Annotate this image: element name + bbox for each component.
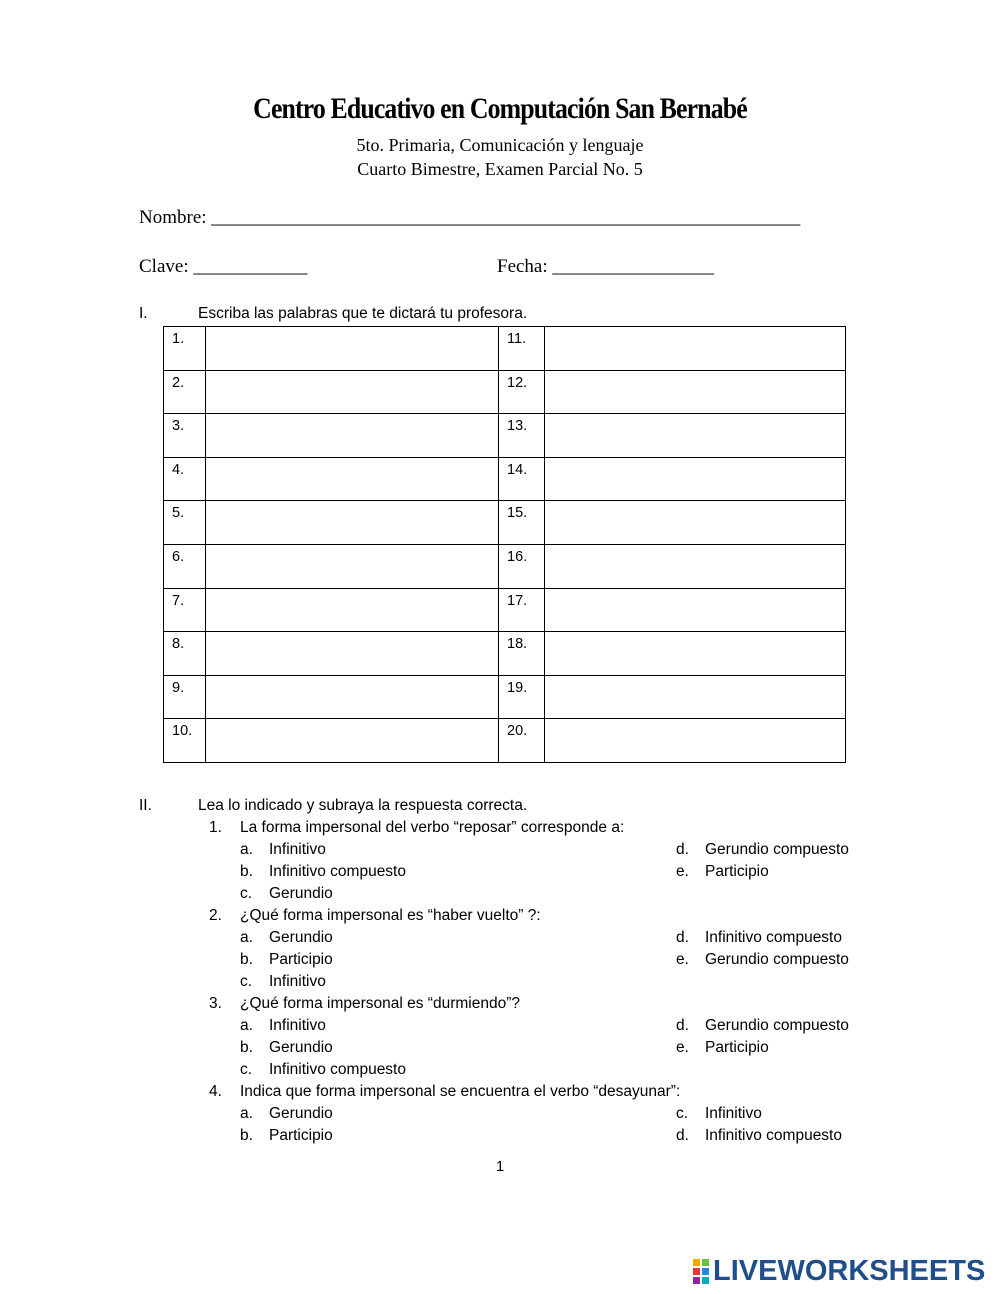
answer-cell-left[interactable] <box>206 544 499 588</box>
fecha-field[interactable]: Fecha: _________________ <box>497 256 714 277</box>
option-b-answer[interactable]: Participio <box>269 951 333 968</box>
section-1-instruction: Escriba las palabras que te dictará tu profesora. <box>198 305 528 322</box>
subtitle-exam: Cuarto Bimestre, Examen Parcial No. 5 <box>357 159 643 179</box>
row-number-left: 1. <box>164 327 206 371</box>
option-d-answer[interactable]: Infinitivo compuesto <box>705 1127 842 1144</box>
option-letter: b. <box>240 863 253 880</box>
dictation-row <box>164 370 846 414</box>
dictation-row <box>164 544 846 588</box>
option-letter: b. <box>240 1039 253 1056</box>
question-text: La forma impersonal del verbo “reposar” corresponde a: <box>240 819 625 836</box>
answer-cell-right[interactable] <box>545 370 846 414</box>
row-number-left: 7. <box>164 588 206 632</box>
row-number-right: 18. <box>499 632 545 676</box>
answer-cell-left[interactable] <box>206 370 499 414</box>
row-number-right: 15. <box>499 501 545 545</box>
option-c-answer[interactable]: Infinitivo <box>269 973 326 990</box>
answer-cell-right[interactable] <box>545 457 846 501</box>
logo-blocks-icon <box>692 1258 710 1285</box>
dictation-row <box>164 457 846 501</box>
option-c-answer[interactable]: Gerundio <box>269 885 333 902</box>
row-number-right: 12. <box>499 370 545 414</box>
option-letter: e. <box>676 1039 689 1056</box>
option-b-answer[interactable]: Gerundio <box>269 1039 333 1056</box>
option-c-answer[interactable]: Infinitivo <box>705 1105 762 1122</box>
row-number-left: 3. <box>164 414 206 458</box>
answer-cell-left[interactable] <box>206 501 499 545</box>
row-number-right: 11. <box>499 327 545 371</box>
option-b-answer[interactable]: Infinitivo compuesto <box>269 863 406 880</box>
liveworksheets-logo[interactable] <box>692 1255 985 1288</box>
dictation-row <box>164 414 846 458</box>
option-letter: c. <box>240 973 253 990</box>
option-a-answer[interactable]: Gerundio <box>269 929 333 946</box>
row-number-left: 8. <box>164 632 206 676</box>
option-e-answer[interactable]: Participio <box>705 863 769 880</box>
option-d-answer[interactable]: Gerundio compuesto <box>705 1017 849 1034</box>
option-b-answer[interactable]: Participio <box>269 1127 333 1144</box>
row-number-left: 6. <box>164 544 206 588</box>
row-number-left: 4. <box>164 457 206 501</box>
section-2-instruction: Lea lo indicado y subraya la respuesta correcta. <box>198 797 528 814</box>
row-number-right: 14. <box>499 457 545 501</box>
row-number-left: 10. <box>164 719 206 763</box>
option-letter: a. <box>240 1105 253 1122</box>
answer-cell-right[interactable] <box>545 632 846 676</box>
section-2-numeral: II. <box>139 797 152 814</box>
answer-cell-right[interactable] <box>545 544 846 588</box>
question-text: Indica que forma impersonal se encuentra el verbo “desayunar”: <box>240 1083 681 1100</box>
option-letter: e. <box>676 951 689 968</box>
option-letter: c. <box>240 885 253 902</box>
section-1-numeral: I. <box>139 305 148 322</box>
option-letter: e. <box>676 863 689 880</box>
dictation-row <box>164 632 846 676</box>
option-a-answer[interactable]: Infinitivo <box>269 1017 326 1034</box>
row-number-right: 19. <box>499 675 545 719</box>
answer-cell-left[interactable] <box>206 588 499 632</box>
option-letter: b. <box>240 1127 253 1144</box>
option-letter: d. <box>676 1127 689 1144</box>
answer-cell-left[interactable] <box>206 414 499 458</box>
row-number-right: 13. <box>499 414 545 458</box>
page-number: 1 <box>495 1158 505 1175</box>
answer-cell-left[interactable] <box>206 675 499 719</box>
question-number: 4. <box>209 1083 222 1100</box>
option-c-answer[interactable]: Infinitivo compuesto <box>269 1061 406 1078</box>
option-letter: d. <box>676 929 689 946</box>
option-letter: d. <box>676 1017 689 1034</box>
option-letter: a. <box>240 1017 253 1034</box>
answer-cell-left[interactable] <box>206 719 499 763</box>
row-number-right: 20. <box>499 719 545 763</box>
answer-cell-left[interactable] <box>206 632 499 676</box>
row-number-left: 5. <box>164 501 206 545</box>
document-title: Centro Educativo en Computación San Bernabé <box>253 92 747 125</box>
answer-cell-right[interactable] <box>545 588 846 632</box>
dictation-table <box>163 326 846 763</box>
option-letter: a. <box>240 841 253 858</box>
option-a-answer[interactable]: Infinitivo <box>269 841 326 858</box>
answer-cell-right[interactable] <box>545 719 846 763</box>
option-e-answer[interactable]: Participio <box>705 1039 769 1056</box>
dictation-row <box>164 719 846 763</box>
question-text: ¿Qué forma impersonal es “haber vuelto” ?: <box>240 907 541 924</box>
dictation-row <box>164 675 846 719</box>
question-number: 1. <box>209 819 222 836</box>
subtitle-grade: 5to. Primaria, Comunicación y lenguaje <box>356 135 644 155</box>
option-d-answer[interactable]: Infinitivo compuesto <box>705 929 842 946</box>
answer-cell-left[interactable] <box>206 457 499 501</box>
answer-cell-left[interactable] <box>206 327 499 371</box>
dictation-row <box>164 588 846 632</box>
answer-cell-right[interactable] <box>545 501 846 545</box>
option-a-answer[interactable]: Gerundio <box>269 1105 333 1122</box>
answer-cell-right[interactable] <box>545 675 846 719</box>
option-letter: c. <box>240 1061 253 1078</box>
question-text: ¿Qué forma impersonal es “durmiendo”? <box>240 995 520 1012</box>
option-letter: a. <box>240 929 253 946</box>
row-number-left: 2. <box>164 370 206 414</box>
option-letter: b. <box>240 951 253 968</box>
question-number: 2. <box>209 907 222 924</box>
nombre-field[interactable]: Nombre: ______________________________________________________________ <box>139 207 801 228</box>
dictation-row <box>164 501 846 545</box>
answer-cell-right[interactable] <box>545 414 846 458</box>
question-number: 3. <box>209 995 222 1012</box>
option-e-answer[interactable]: Gerundio compuesto <box>705 951 849 968</box>
row-number-left: 9. <box>164 675 206 719</box>
row-number-right: 16. <box>499 544 545 588</box>
dictation-row <box>164 327 846 371</box>
option-letter: d. <box>676 841 689 858</box>
clave-field[interactable]: Clave: ____________ <box>139 256 308 277</box>
logo-wordmark: LIVEWORKSHEETS <box>713 1255 986 1287</box>
option-d-answer[interactable]: Gerundio compuesto <box>705 841 849 858</box>
option-letter: c. <box>676 1105 689 1122</box>
answer-cell-right[interactable] <box>545 327 846 371</box>
row-number-right: 17. <box>499 588 545 632</box>
